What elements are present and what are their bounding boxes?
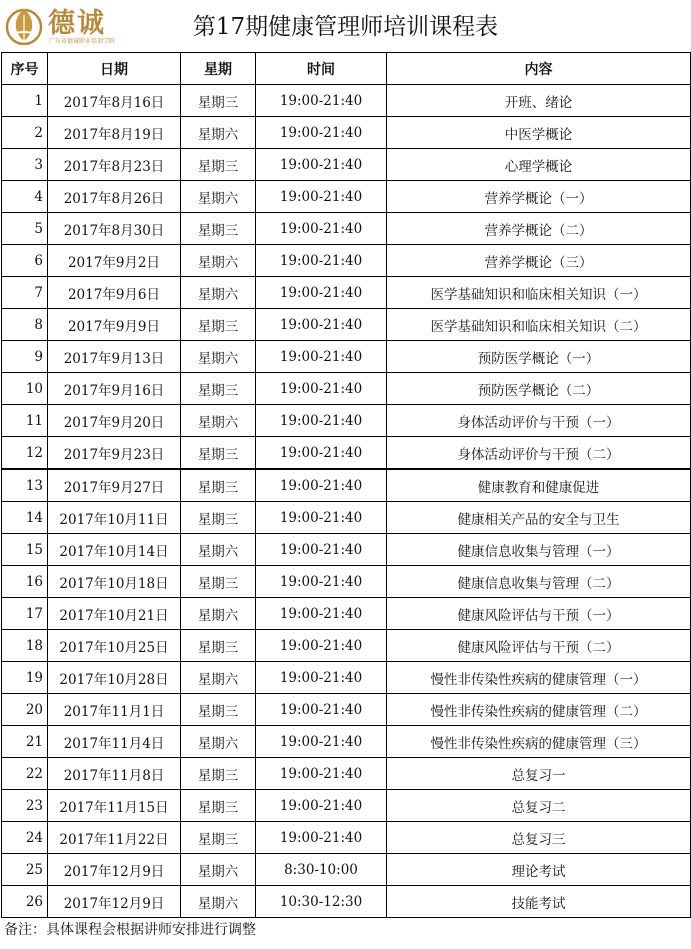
row-date: 2017年9月6日 [48,277,181,309]
row-time: 19:00-21:40 [256,758,387,790]
row-seq: 12 [2,437,48,470]
row-content: 总复习三 [387,822,691,854]
row-date: 2017年10月18日 [48,566,181,598]
logo-text: 德诚 [48,8,106,39]
row-weekday: 星期六 [181,854,256,886]
row-seq: 9 [2,341,48,373]
row-content: 医学基础知识和临床相关知识（二） [387,309,691,341]
row-content: 健康相关产品的安全与卫生 [387,502,691,534]
row-weekday: 星期三 [181,758,256,790]
row-weekday: 星期六 [181,598,256,630]
row-seq: 24 [2,822,48,854]
row-time: 19:00-21:40 [256,534,387,566]
row-content: 慢性非传染性疾病的健康管理（三） [387,726,691,758]
row-time: 19:00-21:40 [256,277,387,309]
row-content: 营养学概论（二） [387,213,691,245]
table-row [2,822,691,854]
row-weekday: 星期三 [181,694,256,726]
table-row [2,181,691,213]
row-weekday: 星期三 [181,630,256,662]
row-seq: 19 [2,662,48,694]
row-seq: 5 [2,213,48,245]
row-content: 总复习二 [387,790,691,822]
row-time: 8:30-10:00 [256,854,387,886]
row-seq: 2 [2,117,48,149]
row-time: 19:00-21:40 [256,405,387,437]
row-time: 19:00-21:40 [256,790,387,822]
row-time: 19:00-21:40 [256,662,387,694]
col-header-content: 内容 [387,53,691,85]
row-time: 19:00-21:40 [256,726,387,758]
row-seq: 23 [2,790,48,822]
row-time: 19:00-21:40 [256,341,387,373]
row-time: 19:00-21:40 [256,213,387,245]
row-weekday: 星期六 [181,534,256,566]
row-weekday: 星期三 [181,502,256,534]
row-weekday: 星期三 [181,213,256,245]
table-row [2,437,691,470]
row-weekday: 星期六 [181,245,256,277]
row-time: 19:00-21:40 [256,566,387,598]
row-date: 2017年10月11日 [48,502,181,534]
table-row [2,405,691,437]
row-weekday: 星期六 [181,277,256,309]
row-seq: 22 [2,758,48,790]
row-date: 2017年11月15日 [48,790,181,822]
row-weekday: 星期六 [181,341,256,373]
row-date: 2017年11月1日 [48,694,181,726]
row-content: 健康信息收集与管理（一） [387,534,691,566]
row-seq: 1 [2,85,48,117]
row-weekday: 星期三 [181,309,256,341]
row-weekday: 星期三 [181,85,256,117]
row-time: 19:00-21:40 [256,437,387,470]
table-row [2,694,691,726]
row-content: 慢性非传染性疾病的健康管理（二） [387,694,691,726]
row-weekday: 星期六 [181,405,256,437]
row-content: 营养学概论（一） [387,181,691,213]
row-date: 2017年9月9日 [48,309,181,341]
row-content: 开班、绪论 [387,85,691,117]
table-row [2,726,691,758]
row-content: 心理学概论 [387,149,691,181]
row-time: 19:00-21:40 [256,469,387,502]
table-row [2,790,691,822]
row-time: 19:00-21:40 [256,309,387,341]
row-weekday: 星期三 [181,566,256,598]
table-row [2,854,691,886]
row-date: 2017年9月2日 [48,245,181,277]
row-time: 19:00-21:40 [256,502,387,534]
row-time: 19:00-21:40 [256,598,387,630]
row-content: 健康风险评估与干预（一） [387,598,691,630]
table-row [2,245,691,277]
row-seq: 6 [2,245,48,277]
row-date: 2017年9月27日 [48,469,181,502]
row-seq: 17 [2,598,48,630]
table-row [2,117,691,149]
row-date: 2017年11月4日 [48,726,181,758]
table-row [2,758,691,790]
row-seq: 7 [2,277,48,309]
row-seq: 13 [2,469,48,502]
row-date: 2017年9月13日 [48,341,181,373]
row-content: 健康教育和健康促进 [387,469,691,502]
row-seq: 20 [2,694,48,726]
row-weekday: 星期六 [181,726,256,758]
row-time: 19:00-21:40 [256,822,387,854]
col-header-time: 时间 [256,53,387,85]
table-row [2,85,691,117]
row-seq: 25 [2,854,48,886]
table-row [2,566,691,598]
table-row [2,341,691,373]
table-row [2,598,691,630]
table-row [2,534,691,566]
row-seq: 11 [2,405,48,437]
page-title: 第17期健康管理师培训课程表 [192,14,499,40]
row-content: 技能考试 [387,886,691,918]
row-date: 2017年8月23日 [48,149,181,181]
row-seq: 3 [2,149,48,181]
row-date: 2017年12月9日 [48,886,181,918]
row-weekday: 星期三 [181,373,256,405]
col-header-weekday: 星期 [181,53,256,85]
row-seq: 16 [2,566,48,598]
row-seq: 10 [2,373,48,405]
row-content: 身体活动评价与干预（二） [387,437,691,470]
row-seq: 8 [2,309,48,341]
row-time: 19:00-21:40 [256,117,387,149]
row-time: 19:00-21:40 [256,245,387,277]
row-weekday: 星期六 [181,117,256,149]
row-content: 医学基础知识和临床相关知识（一） [387,277,691,309]
table-row [2,886,691,918]
row-seq: 15 [2,534,48,566]
table-row [2,373,691,405]
row-date: 2017年8月30日 [48,213,181,245]
table-row [2,662,691,694]
row-time: 19:00-21:40 [256,694,387,726]
table-row [2,309,691,341]
row-weekday: 星期三 [181,437,256,470]
row-content: 预防医学概论（一） [387,341,691,373]
row-content: 健康信息收集与管理（二） [387,566,691,598]
row-content: 慢性非传染性疾病的健康管理（一） [387,662,691,694]
row-content: 预防医学概论（二） [387,373,691,405]
row-content: 营养学概论（三） [387,245,691,277]
row-content: 中医学概论 [387,117,691,149]
row-date: 2017年10月14日 [48,534,181,566]
row-content: 健康风险评估与干预（二） [387,630,691,662]
row-weekday: 星期六 [181,662,256,694]
col-header-date: 日期 [48,53,181,85]
row-weekday: 星期三 [181,790,256,822]
row-date: 2017年9月16日 [48,373,181,405]
row-date: 2017年11月22日 [48,822,181,854]
row-date: 2017年8月16日 [48,85,181,117]
row-date: 2017年10月28日 [48,662,181,694]
table-row [2,630,691,662]
row-date: 2017年9月20日 [48,405,181,437]
col-header-seq: 序号 [2,53,48,85]
logo-subtext: 广东省德诚职业培训学院 [49,38,116,45]
row-content: 理论考试 [387,854,691,886]
row-time: 10:30-12:30 [256,886,387,918]
row-date: 2017年9月23日 [48,437,181,470]
row-date: 2017年8月26日 [48,181,181,213]
row-weekday: 星期六 [181,886,256,918]
row-content: 身体活动评价与干预（一） [387,405,691,437]
row-weekday: 星期三 [181,822,256,854]
table-row [2,149,691,181]
table-row [2,213,691,245]
row-seq: 26 [2,886,48,918]
row-date: 2017年10月21日 [48,598,181,630]
header [0,0,691,52]
row-seq: 21 [2,726,48,758]
row-date: 2017年10月25日 [48,630,181,662]
row-seq: 4 [2,181,48,213]
row-seq: 18 [2,630,48,662]
row-time: 19:00-21:40 [256,630,387,662]
table-row [2,469,691,502]
footnote: 备注：具体课程会根据讲师安排进行调整 [4,922,256,938]
row-weekday: 星期三 [181,149,256,181]
table-row [2,502,691,534]
row-content: 总复习一 [387,758,691,790]
row-time: 19:00-21:40 [256,85,387,117]
row-time: 19:00-21:40 [256,373,387,405]
schedule-table [1,52,691,918]
row-date: 2017年8月19日 [48,117,181,149]
table-header-row [2,53,691,85]
row-weekday: 星期六 [181,181,256,213]
row-weekday: 星期三 [181,469,256,502]
row-time: 19:00-21:40 [256,149,387,181]
table-row [2,277,691,309]
row-seq: 14 [2,502,48,534]
row-time: 19:00-21:40 [256,181,387,213]
row-date: 2017年11月8日 [48,758,181,790]
row-date: 2017年12月9日 [48,854,181,886]
